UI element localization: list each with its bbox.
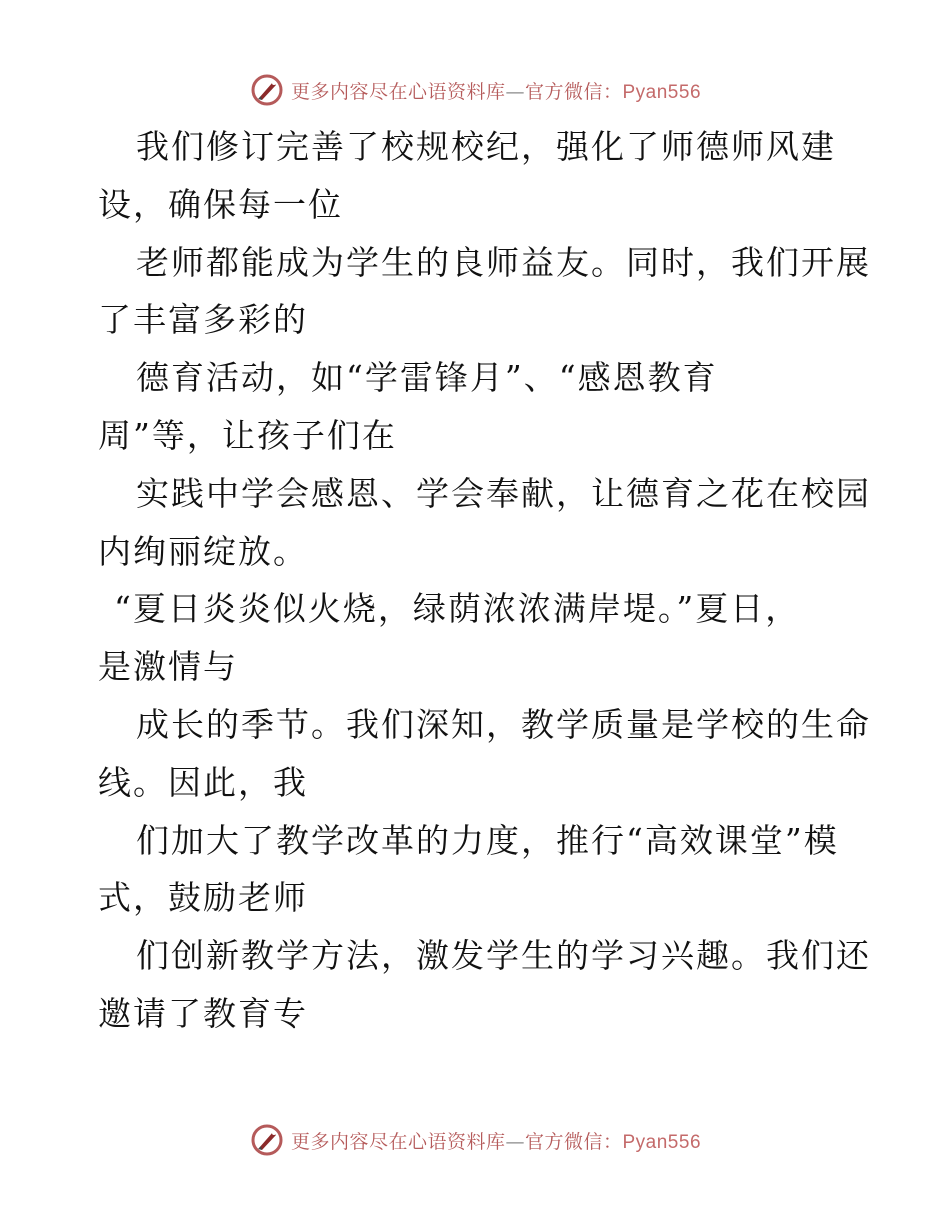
body-line: 设，确保每一位 [98,184,343,224]
footer-wechat-label: 官方微信： [524,1130,623,1153]
document-body [98,118,871,1043]
header-banner [0,68,950,112]
body-line: 是激情与 [98,647,238,687]
header-brand-text: 更多内容尽在心语资料库 [290,80,506,103]
header-banner-text [291,77,701,104]
body-line: 成长的季节。我们深知，教学质量是学校的生命 [136,704,871,744]
body-line: 周”等，让孩子们在 [98,415,397,455]
header-wechat-handle: Pyan556 [622,81,702,103]
body-line: 老师都能成为学生的良师益友。同时，我们开展 [136,242,871,282]
body-line: 式，鼓励老师 [98,878,308,918]
body-line: 实践中学会感恩、学会奉献，让德育之花在校园 [136,473,871,513]
body-line: “夏日炎炎似火烧，绿荫浓浓满岸堤。”夏日， [114,589,801,629]
body-line: 内绚丽绽放。 [98,531,308,571]
footer-brand-text: 更多内容尽在心语资料库 [290,1130,506,1153]
footer-wechat-handle: Pyan556 [622,1131,702,1153]
body-line: 们创新教学方法，激发学生的学习兴趣。我们还 [136,936,871,976]
header-separator: — [505,80,525,103]
body-line: 德育活动，如“学雷锋月”、“感恩教育 [136,358,718,398]
body-line: 我们修订完善了校规校纪，强化了师德师风建 [136,127,836,166]
quill-pen-circle-icon [249,1122,285,1158]
body-line: 线。因此，我 [98,762,308,802]
quill-pen-circle-icon [249,72,285,108]
header-wechat-label: 官方微信： [524,80,623,103]
footer-separator: — [505,1130,525,1153]
footer-banner [0,1118,950,1162]
footer-banner-text [291,1127,701,1154]
body-line: 邀请了教育专 [98,993,308,1033]
body-line: 们加大了教学改革的力度，推行“高效课堂”模 [136,820,839,860]
body-line: 了丰富多彩的 [98,300,308,340]
